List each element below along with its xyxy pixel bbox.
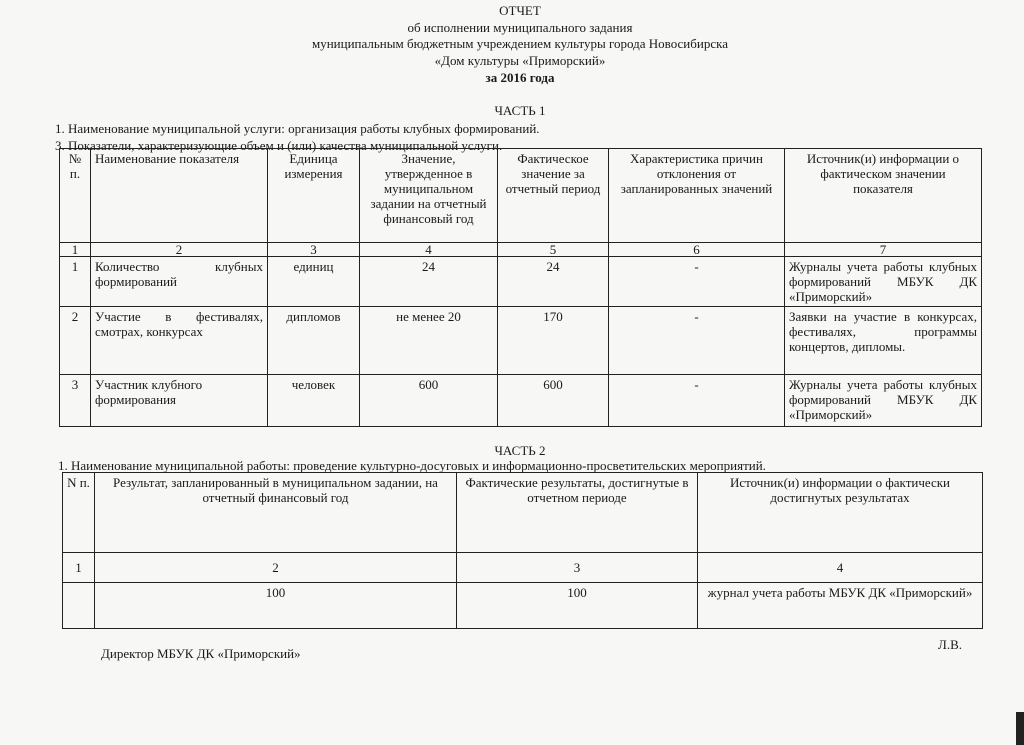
- unit: человек: [268, 375, 360, 427]
- deviation-reason: -: [609, 307, 785, 375]
- col-header-source: Источник(и) информации о фактически достигнутых результатах: [698, 473, 983, 553]
- part2-table: [62, 472, 983, 629]
- part1-table: [59, 148, 982, 427]
- report-subtitle-line-2: муниципальным бюджетным учреждением культуры города Новосибирска: [312, 36, 728, 51]
- table-row: [60, 375, 982, 427]
- part1-column-numbers-row: [60, 243, 982, 257]
- col-number: 4: [360, 243, 498, 257]
- col-header-number: № п.: [60, 149, 91, 243]
- col-number: 3: [457, 553, 698, 583]
- indicator-name: Участник клубного формирования: [91, 375, 268, 427]
- part1-indicators-caption: 3. Показатели, характеризующие объем и (или) качества муниципальной услуги.: [55, 138, 503, 153]
- col-header-indicator: Наименование показателя: [91, 149, 268, 243]
- report-period: за 2016 года: [485, 70, 555, 85]
- col-number: 6: [609, 243, 785, 257]
- col-header-planned-result: Результат, запланированный в муниципальном задании, на отчетный финансовый год: [95, 473, 457, 553]
- part1-title: ЧАСТЬ 1: [494, 103, 546, 118]
- deviation-reason: -: [609, 375, 785, 427]
- col-number: 7: [785, 243, 982, 257]
- col-number: 1: [63, 553, 95, 583]
- part2-title: ЧАСТЬ 2: [494, 443, 546, 458]
- report-subtitle-line-3: «Дом культуры «Приморский»: [434, 53, 606, 68]
- fact-value: 600: [498, 375, 609, 427]
- info-source: Заявки на участие в конкурсах, фестивалях, программы концертов, дипломы.: [785, 307, 982, 375]
- col-number: 5: [498, 243, 609, 257]
- report-subtitle-line-1: об исполнении муниципального задания: [407, 20, 633, 35]
- director-initials: Л.В.: [938, 637, 962, 652]
- col-header-actual-result: Фактические результаты, достигнутые в отчетном периоде: [457, 473, 698, 553]
- info-source: Журналы учета работы клубных формирований МБУК ДК «Приморский»: [785, 257, 982, 307]
- col-number: 1: [60, 243, 91, 257]
- plan-value: 600: [360, 375, 498, 427]
- row-number: 3: [60, 375, 91, 427]
- col-header-plan: Значение, утвержденное в муниципальном задании на отчетный финансовый год: [360, 149, 498, 243]
- col-header-source: Источник(и) информации о фактическом значении показателя: [785, 149, 982, 243]
- indicator-name: Количество клубных формирований: [91, 257, 268, 307]
- actual-result: 100: [457, 583, 698, 629]
- fact-value: 24: [498, 257, 609, 307]
- indicator-name: Участие в фестивалях, смотрах, конкурсах: [91, 307, 268, 375]
- col-number: 3: [268, 243, 360, 257]
- unit: единиц: [268, 257, 360, 307]
- unit: дипломов: [268, 307, 360, 375]
- col-number: 4: [698, 553, 983, 583]
- deviation-reason: -: [609, 257, 785, 307]
- scan-edge-mark: [1016, 712, 1024, 745]
- part1-header-row: [60, 149, 982, 243]
- part2-column-numbers-row: [63, 553, 983, 583]
- part2-work-name: 1. Наименование муниципальной работы: проведение культурно-досуговых и информационно-просветительских мероприятий.: [58, 458, 766, 473]
- col-number: 2: [95, 553, 457, 583]
- row-number: [63, 583, 95, 629]
- plan-value: не менее 20: [360, 307, 498, 375]
- info-source: журнал учета работы МБУК ДК «Приморский»: [698, 583, 983, 629]
- col-header-unit: Единица измерения: [268, 149, 360, 243]
- row-number: 2: [60, 307, 91, 375]
- part2-header-row: [63, 473, 983, 553]
- table-row: [60, 257, 982, 307]
- fact-value: 170: [498, 307, 609, 375]
- table-row: [63, 583, 983, 629]
- director-signature-label: Директор МБУК ДК «Приморский»: [101, 646, 301, 661]
- report-title: ОТЧЕТ: [499, 3, 541, 18]
- col-header-reason: Характеристика причин отклонения от запланированных значений: [609, 149, 785, 243]
- col-number: 2: [91, 243, 268, 257]
- col-header-number: N п.: [63, 473, 95, 553]
- row-number: 1: [60, 257, 91, 307]
- info-source: Журналы учета работы клубных формирований МБУК ДК «Приморский»: [785, 375, 982, 427]
- part1-service-name: 1. Наименование муниципальной услуги: организация работы клубных формирований.: [55, 121, 540, 136]
- col-header-fact: Фактическое значение за отчетный период: [498, 149, 609, 243]
- table-row: [60, 307, 982, 375]
- plan-value: 24: [360, 257, 498, 307]
- planned-result: 100: [95, 583, 457, 629]
